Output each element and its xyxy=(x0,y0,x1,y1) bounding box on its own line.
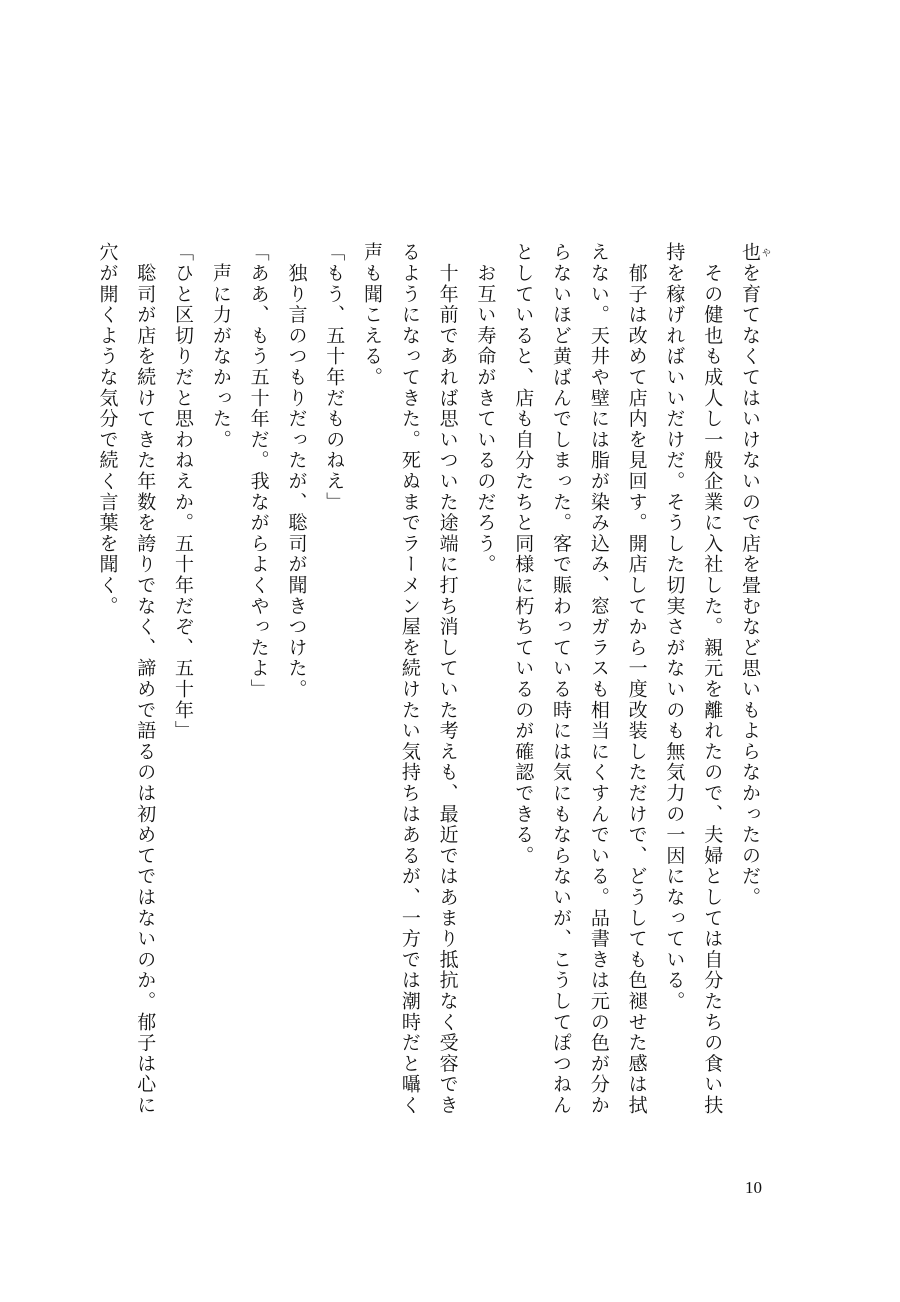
text-line-7: としていると、店も自分たちと同様に朽ちているのが確認できる。 xyxy=(512,242,535,866)
text-line-8: お互い寿命がきているのだろう。 xyxy=(474,242,497,575)
text-line-18: 穴が開くような気分で続く言葉を聞く。 xyxy=(96,242,119,617)
text-line-14: 「ああ、もう五十年だ。我ながらよくやったよ」 xyxy=(247,242,270,700)
text-line-6: らないほど黄ばんでしまった。客で賑わっている時には気にもならないが、こうしてぽつねん xyxy=(550,242,573,1116)
text-line-4: 郁子は改めて店内を見回す。開店してから一度改装しただけで、どうしても色褪せた感は拭 xyxy=(625,242,648,1116)
text-line-2: その健也も成人し一般企業に入社した。親元を離れたので、夫婦としては自分たちの食い扶 xyxy=(701,242,724,1116)
text-line-5: えない。天井や壁には脂が染み込み、窓ガラスも相当にくすんでいる。品書きは元の色が分か xyxy=(587,242,610,1116)
text-line-12: 「もう、五十年だものねえ」 xyxy=(323,242,346,513)
text-line-16: 「ひと区切りだと思わねえか。五十年だぞ、五十年」 xyxy=(172,242,195,742)
text-line-17: 聡司が店を続けてきた年数を誇りでなく、諦めで語るのは初めてではないのか。郁子は心に xyxy=(134,242,157,1116)
text-line-1: 也 やを育てなくてはいけないので店を畳むなど思いもよらなかったのだ。 xyxy=(739,242,770,908)
text-line-3: 持を稼げればいいだけだ。そうした切実さがないのも無気力の一因になっている。 xyxy=(663,242,686,1012)
ruby-word: 也 や xyxy=(739,242,770,263)
text-line-13: 独り言のつもりだったが、聡司が聞きつけた。 xyxy=(285,242,308,700)
body-text xyxy=(88,242,770,1162)
text-line-10: るようになってきた。死ぬまでラーメン屋を続けたい気持ちはあるが、一方では潮時だと囁く xyxy=(398,242,421,1116)
text-line-9: 十年前であれば思いついた途端に打ち消していた考えも、最近ではあまり抵抗なく受容でき xyxy=(436,242,459,1116)
text-line-15: 声に力がなかった。 xyxy=(209,242,232,450)
page-number: 10 xyxy=(745,1178,762,1197)
text-line-11: 声も聞こえる。 xyxy=(361,242,384,388)
